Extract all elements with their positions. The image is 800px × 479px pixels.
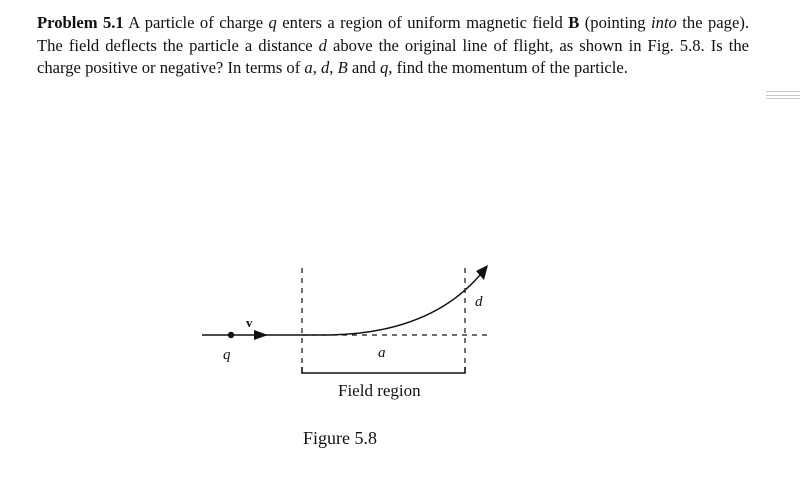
- problem-label: Problem 5.1: [37, 13, 124, 32]
- field-region-bracket: [302, 367, 465, 373]
- velocity-label: v: [246, 315, 253, 330]
- charge-label: q: [223, 347, 231, 363]
- problem-text-segment: (pointing: [579, 13, 652, 32]
- velocity-arrowhead: [254, 330, 268, 340]
- field-variable: B: [337, 58, 348, 77]
- problem-text-segment: above the original line of flight, as shown in Fig. 5.8. Is the charge positive or negative? In terms of: [37, 35, 749, 77]
- distance-variable: d: [318, 35, 327, 55]
- emphasis-into: into: [651, 13, 677, 32]
- problem-text-segment: and: [347, 58, 380, 77]
- distance-a-label: a: [378, 345, 386, 361]
- field-region-label: Field region: [338, 381, 421, 400]
- figure-caption: Figure 5.8: [303, 428, 377, 448]
- problem-text-segment: A particle of charge: [123, 13, 269, 32]
- distance-d-label: d: [475, 294, 483, 310]
- charge-variable: q: [380, 58, 389, 77]
- problem-text-segment: ,: [329, 58, 338, 77]
- deflected-trajectory-curve: [302, 275, 480, 335]
- problem-text-segment: enters a region of uniform magnetic field: [276, 13, 569, 32]
- distance-variable: d: [321, 58, 330, 77]
- field-variable: B: [568, 13, 580, 32]
- problem-text-segment: , find the momentum of the particle.: [388, 58, 628, 77]
- problem-text-segment: ,: [312, 58, 321, 77]
- problem-text-segment: the page). The field deflects the particle a distance: [37, 13, 750, 55]
- particle-dot: [228, 332, 234, 338]
- charge-variable: q: [268, 13, 277, 32]
- length-variable: a: [304, 58, 313, 77]
